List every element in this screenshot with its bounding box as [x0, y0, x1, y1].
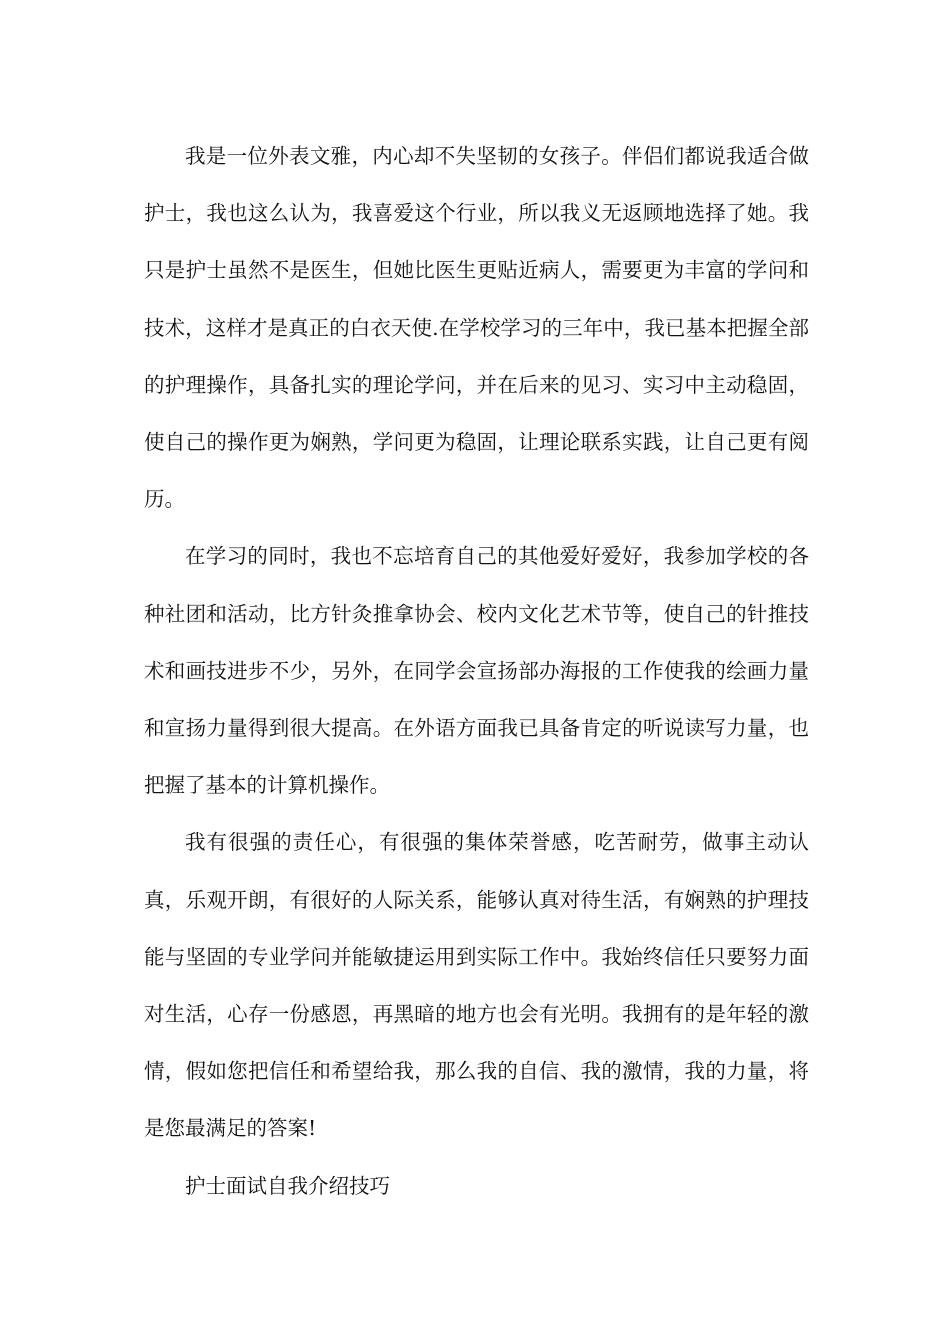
section-heading: 护士面试自我介绍技巧 — [185, 1173, 390, 1198]
paragraph-character: 我有很强的责任心，有很强的集体荣誉感，吃苦耐劳，做事主动认真，乐观开朗，有很好的人际关系，能够认真对待生活，有娴熟的护理技能与坚固的专业学问并能敏捷运用到实际工作中。我始终信任只要努力面对生活，心存一份感恩，再黑暗的地方也会有光明。我拥有的是年轻的激情，假如您把信任和希望给我，那么我的自信、我的激情，我的力量，将是您最满足的答案! — [144, 830, 809, 1141]
paragraph-hobbies: 在学习的同时，我也不忘培育自己的其他爱好爱好，我参加学校的各种社团和活动，比方针灸推拿协会、校内文化艺术节等，使自己的针推技术和画技进步不少，另外，在同学会宣扬部办海报的工作使我的绘画力量和宣扬力量得到很大提高。在外语方面我已具备肯定的听说读写力量，也把握了基本的计算机操作。 — [144, 544, 809, 798]
paragraph-self-intro: 我是一位外表文雅，内心却不失坚韧的女孩子。伴侣们都说我适合做护士，我也这么认为，我喜爱这个行业，所以我义无返顾地选择了她。我只是护士虽然不是医生，但她比医生更贴近病人，需要更为丰富的学问和技术，这样才是真正的白衣天使.在学校学习的三年中，我已基本把握全部的护理操作，具备扎实的理论学问，并在后来的见习、实习中主动稳固，使自己的操作更为娴熟，学问更为稳固，让理论联系实践，让自己更有阅历。 — [144, 144, 809, 512]
document-body — [144, 128, 809, 1215]
